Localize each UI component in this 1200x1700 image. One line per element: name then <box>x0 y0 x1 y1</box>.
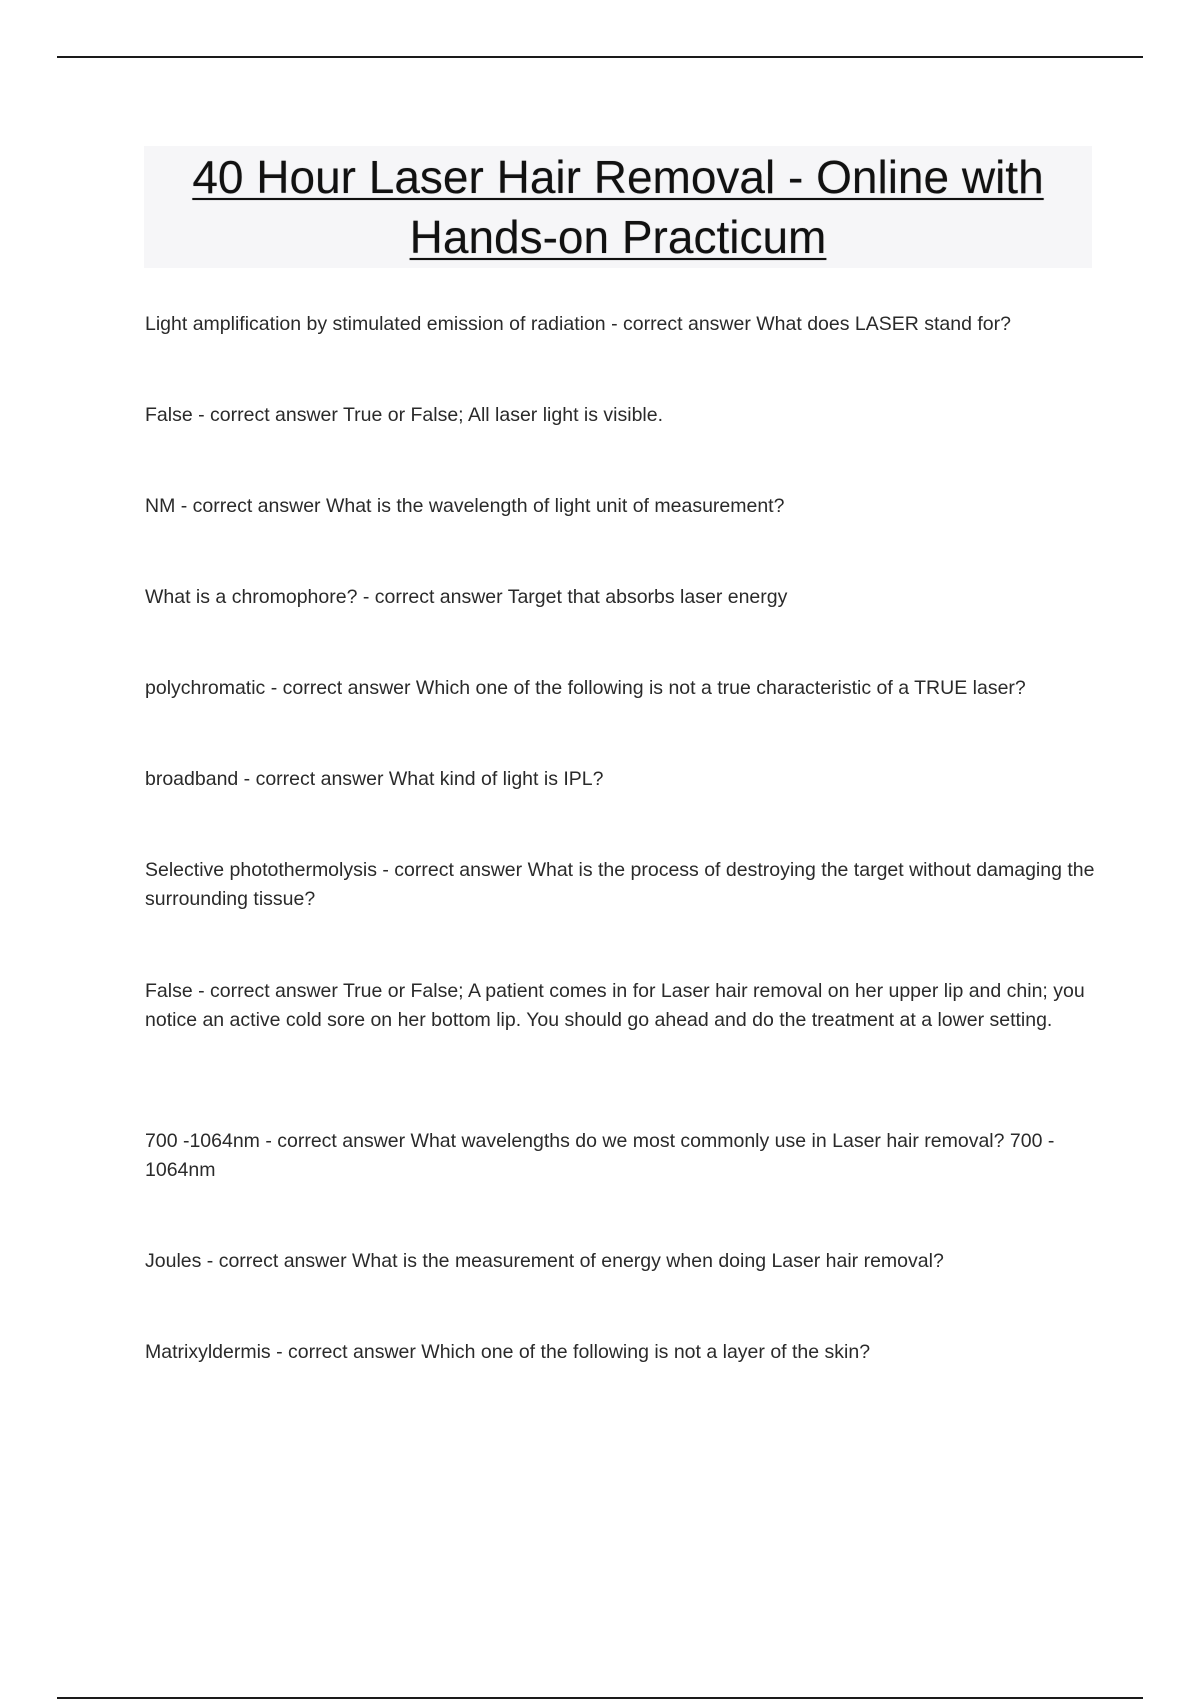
qa-item: broadband - correct answer What kind of light is IPL? <box>145 768 604 790</box>
page-title-line-1: 40 Hour Laser Hair Removal - Online with <box>192 151 1044 203</box>
title-banner <box>144 146 1092 268</box>
qa-item: False - correct answer True or False; All laser light is visible. <box>145 404 664 426</box>
page-title-line-2: Hands-on Practicum <box>409 211 827 263</box>
qa-item: What is a chromophore? - correct answer Target that absorbs laser energy <box>145 586 788 608</box>
qa-item: NM - correct answer What is the wavelength of light unit of measurement? <box>145 495 785 517</box>
bottom-divider <box>57 1697 1143 1699</box>
qa-item: Joules - correct answer What is the measurement of energy when doing Laser hair removal? <box>145 1250 944 1272</box>
qa-item: Light amplification by stimulated emission of radiation - correct answer What does LASER stand for? <box>145 313 1011 335</box>
qa-item: Selective photothermolysis - correct answer What is the process of destroying the target without damaging the surrounding tissue? <box>145 859 1095 910</box>
qa-item: 700 -1064nm - correct answer What wavelengths do we most commonly use in Laser hair removal? 700 - 1064nm <box>145 1130 1055 1181</box>
qa-item: polychromatic - correct answer Which one of the following is not a true characteristic of a TRUE laser? <box>145 677 1026 699</box>
top-divider <box>57 56 1143 58</box>
qa-item: False - correct answer True or False; A patient comes in for Laser hair removal on her upper lip and chin; you notice an active cold sore on her bottom lip. You should go ahead and do the treatment at a lower setting. <box>145 980 1085 1031</box>
page-title <box>144 147 1092 267</box>
qa-item: Matrixyldermis - correct answer Which one of the following is not a layer of the skin? <box>145 1341 871 1363</box>
